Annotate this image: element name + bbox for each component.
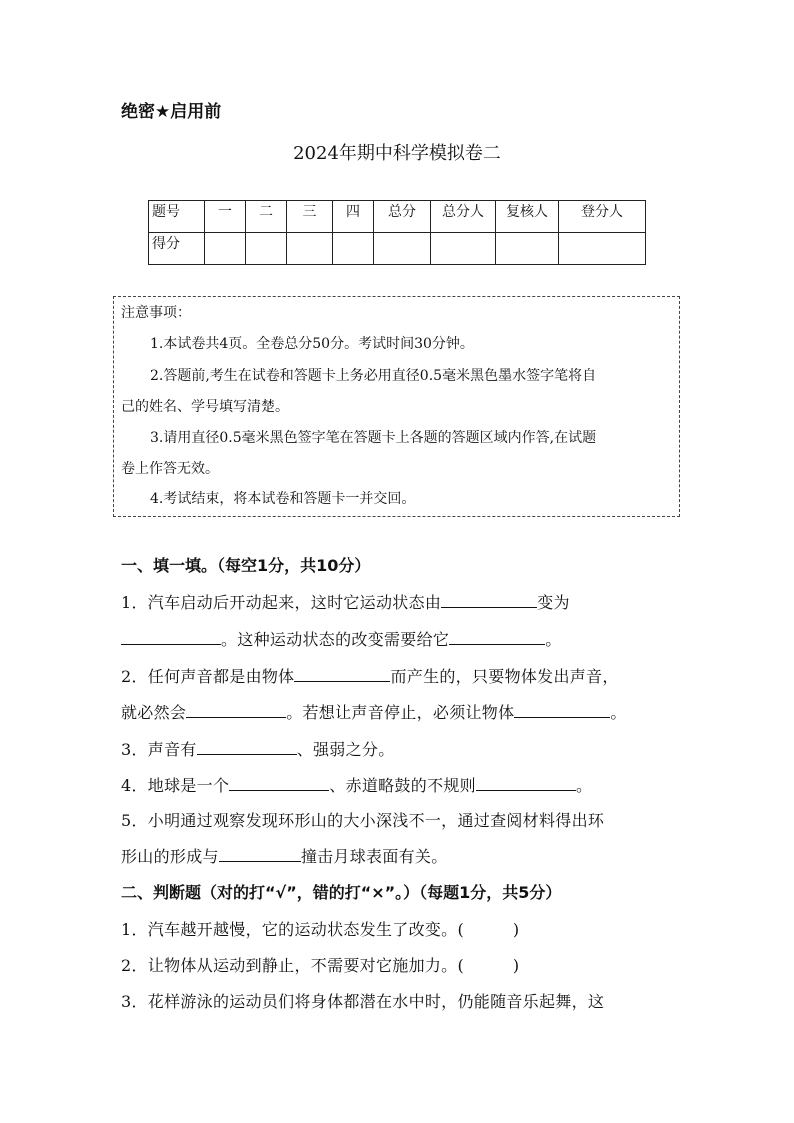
question-text: 。这种运动状态的改变需要给它 — [221, 630, 450, 649]
score-input-cell[interactable] — [431, 233, 496, 265]
question-1-line1 — [121, 590, 570, 613]
question-text: 3．声音有 — [121, 740, 197, 759]
question-2-line1 — [121, 664, 619, 687]
answer-blank[interactable] — [186, 703, 286, 718]
answer-blank[interactable] — [197, 740, 297, 755]
note-line: 1.本试卷共4页。全卷总分50分。考试时间30分钟。 — [150, 336, 474, 352]
notes-heading: 注意事项： — [121, 305, 191, 321]
score-input-cell[interactable] — [496, 233, 559, 265]
question-text: 。 — [610, 703, 627, 722]
exam-title: 2024年期中科学模拟卷二 — [293, 143, 501, 164]
score-cell: 登分人 — [559, 201, 646, 233]
question-text: 就必然会 — [121, 703, 187, 722]
question-2-line2 — [121, 700, 627, 723]
score-cell: 复核人 — [496, 201, 559, 233]
score-input-cell[interactable] — [333, 233, 374, 265]
score-input-cell[interactable] — [246, 233, 287, 265]
question-5-line1: 5．小明通过观察发现环形山的大小深浅不一，通过查阅材料得出环 — [121, 811, 605, 830]
score-input-cell[interactable] — [374, 233, 431, 265]
score-input-cell[interactable] — [287, 233, 333, 265]
note-line: 3.请用直径0.5毫米黑色签字笔在答题卡上各题的答题区域内作答,在试题 — [150, 430, 597, 446]
answer-blank[interactable] — [449, 630, 545, 645]
score-table-score-row — [149, 233, 646, 265]
answer-blank[interactable] — [441, 593, 537, 608]
question-1-line2 — [121, 627, 562, 650]
score-cell: 三 — [287, 201, 333, 233]
note-line: 卷上作答无效。 — [121, 461, 219, 477]
question-text: 形山的形成与 — [121, 847, 219, 866]
question-text: 2．任何声音都是由物体 — [121, 667, 295, 686]
score-cell: 一 — [205, 201, 246, 233]
answer-blank[interactable] — [229, 776, 329, 791]
notes-box — [113, 296, 680, 517]
answer-blank[interactable] — [476, 776, 576, 791]
answer-blank[interactable] — [514, 703, 610, 718]
question-text: 。 — [575, 776, 593, 795]
question-text: 、赤道略鼓的不规则 — [329, 776, 476, 795]
score-cell: 四 — [333, 201, 374, 233]
section1-heading: 一、填一填。（每空1分，共10分） — [121, 556, 371, 575]
question-text: 4．地球是一个 — [121, 776, 230, 795]
confidential-label: 绝密★启用前 — [121, 102, 222, 122]
score-table-header-row — [149, 201, 646, 233]
answer-blank[interactable] — [294, 667, 390, 682]
score-cell: 总分人 — [431, 201, 496, 233]
score-table — [148, 200, 646, 265]
note-line: 2.答题前,考生在试卷和答题卡上务必用直径0.5毫米黑色墨水签字笔将自 — [150, 368, 597, 384]
question-text: 。 — [545, 630, 562, 649]
question-text: 。若想让声音停止，必须让物体 — [286, 703, 515, 722]
score-cell: 二 — [246, 201, 287, 233]
score-row-label: 得分 — [149, 233, 205, 265]
answer-blank[interactable] — [219, 847, 301, 862]
score-input-cell[interactable] — [559, 233, 646, 265]
judge-question-2: 2．让物体从运动到静止，不需要对它施加力。( ) — [121, 956, 520, 975]
question-4 — [121, 773, 592, 796]
note-line: 4.考试结束，将本试卷和答题卡一并交回。 — [150, 491, 416, 507]
answer-blank[interactable] — [121, 630, 221, 645]
question-text: 、强弱之分。 — [296, 740, 395, 759]
score-cell: 总分 — [374, 201, 431, 233]
score-input-cell[interactable] — [205, 233, 246, 265]
section2-heading: 二、判断题（对的打“√”，错的打“×”。）（每题1分，共5分） — [121, 883, 562, 902]
question-text: 而产生的，只要物体发出声音， — [390, 667, 619, 686]
score-cell: 题号 — [149, 201, 205, 233]
question-text: 1．汽车启动后开动起来，这时它运动状态由 — [121, 593, 442, 612]
note-line: 己的姓名、学号填写清楚。 — [121, 399, 289, 415]
question-text: 变为 — [537, 593, 570, 612]
judge-question-3: 3．花样游泳的运动员们将身体都潜在水中时，仍能随音乐起舞，这 — [121, 992, 605, 1011]
judge-question-1: 1．汽车越开越慢，它的运动状态发生了改变。( ) — [121, 920, 520, 939]
question-text: 撞击月球表面有关。 — [300, 847, 448, 866]
question-5-line2 — [121, 844, 448, 867]
question-3 — [121, 737, 395, 760]
